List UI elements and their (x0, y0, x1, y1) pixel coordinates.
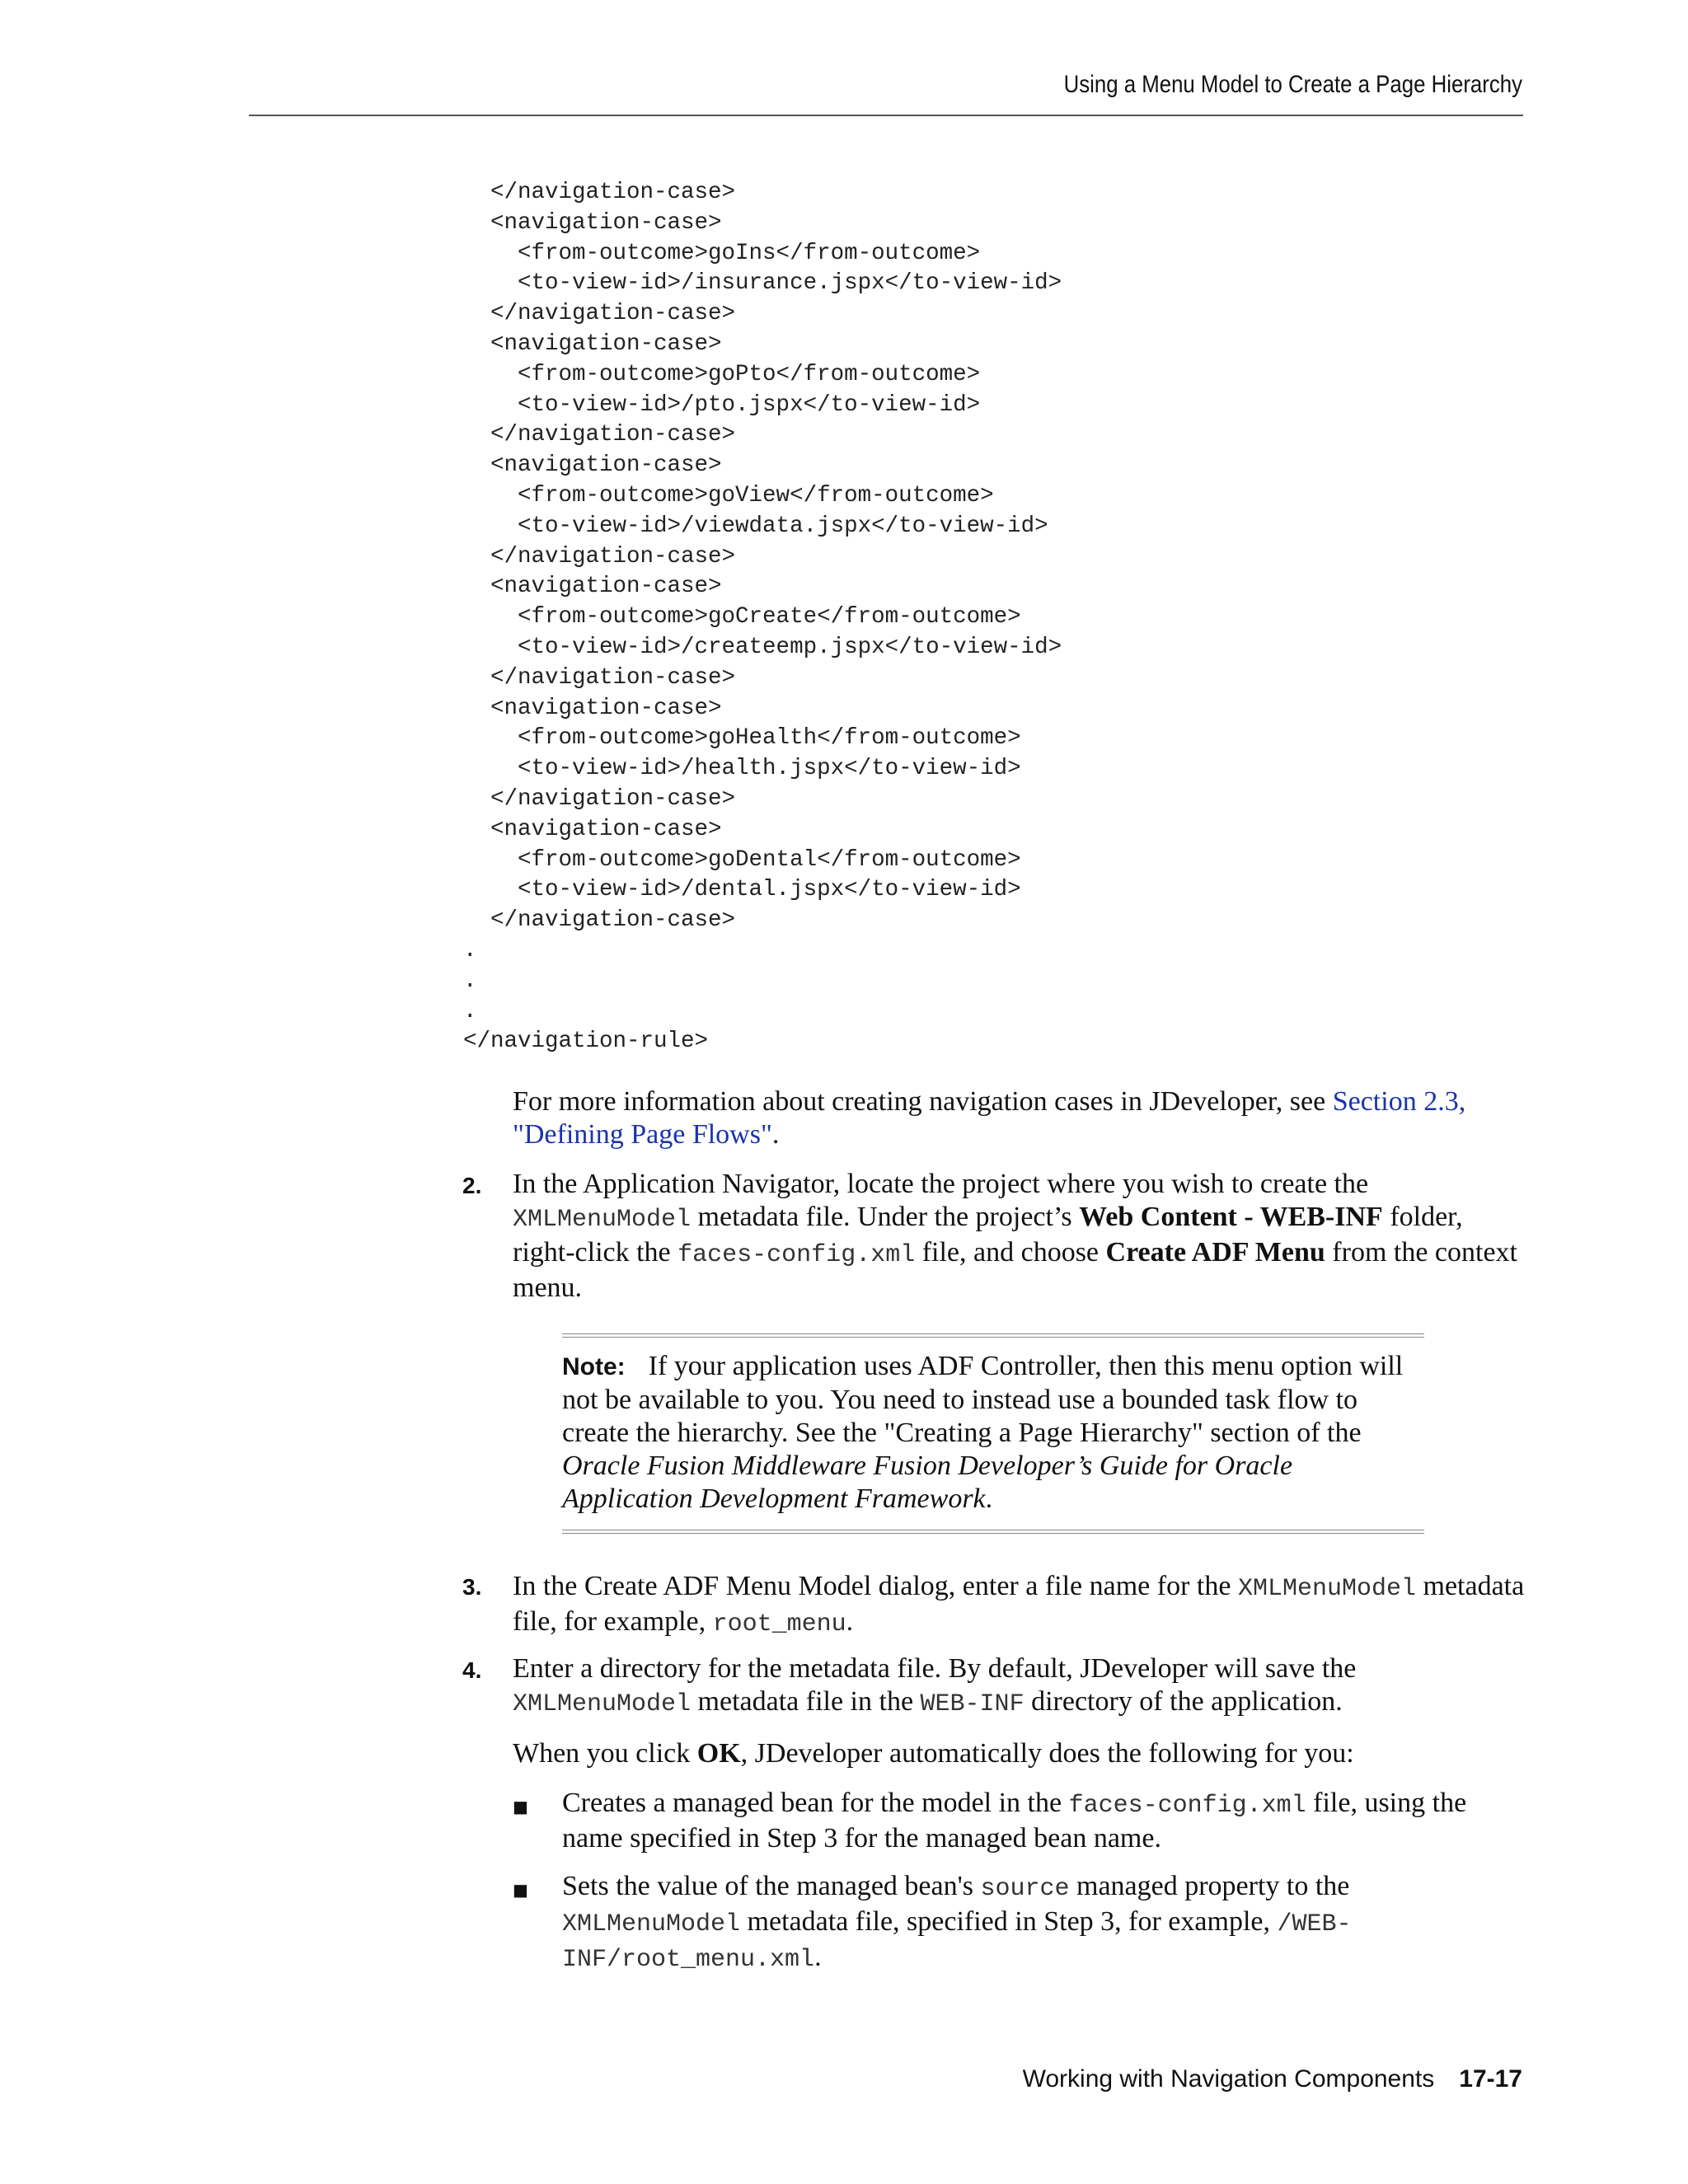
code-line: <from-outcome>goHealth</from-outcome> (463, 725, 1021, 752)
code-line: <from-outcome>goView</from-outcome> (463, 482, 994, 509)
bullet-1-text-1: Creates a managed bean for the model in the (562, 1788, 1069, 1818)
code-web-inf: WEB-INF (920, 1690, 1025, 1718)
bullet-item-1 (562, 1787, 1526, 1855)
code-line: <navigation-case> (463, 574, 722, 600)
more-info-text: For more information about creating navigation cases in JDeveloper, see (513, 1086, 1326, 1117)
step-3-text-1: In the Create ADF Menu Model dialog, enter a file name for the (513, 1571, 1238, 1601)
bold-create-adf-menu: Create ADF Menu (1105, 1237, 1325, 1268)
step-2-text (513, 1168, 1528, 1305)
note-body: If your application uses ADF Controller, then this menu option will not be available to you. You need to instead use a bounded task flow to create the hierarchy. See the "Creating a Page Hierarchy" section of the (562, 1351, 1404, 1448)
bullet-2-text-1: Sets the value of the managed bean's (562, 1871, 981, 1901)
code-line: <navigation-case> (463, 695, 722, 721)
more-info-end: . (771, 1119, 780, 1150)
step-number-2: 2. (462, 1173, 482, 1198)
ok-text-2: , JDeveloper automatically does the following for you: (740, 1738, 1354, 1769)
code-block (463, 178, 1062, 1057)
code-line: . (463, 998, 477, 1024)
code-xmlmenumodel: XMLMenuModel (562, 1910, 741, 1938)
bullet-marker: ■ (513, 1880, 528, 1900)
step-4-text-3: directory of the application. (1024, 1686, 1343, 1717)
running-header-title: Using a Menu Model to Create a Page Hierarchy (1063, 71, 1522, 98)
note-end: . (985, 1483, 993, 1514)
code-line: <to-view-id>/createemp.jspx</to-view-id> (463, 634, 1062, 660)
code-line: <from-outcome>goPto</from-outcome> (463, 361, 981, 387)
step-2-text-2: metadata file. Under the project’s (691, 1202, 1080, 1232)
code-line: </navigation-case> (463, 543, 736, 569)
code-line: . (463, 937, 477, 963)
code-root-menu: root_menu (712, 1610, 846, 1638)
code-line: <from-outcome>goIns</from-outcome> (463, 240, 981, 266)
bullet-marker: ■ (513, 1797, 528, 1816)
ok-text-1: When you click (513, 1738, 697, 1769)
step-3-text-3: . (846, 1606, 854, 1637)
note-top-rule (562, 1333, 1424, 1338)
footer-chapter: Working with Navigation Components (1022, 2065, 1435, 2093)
code-line: <navigation-case> (463, 209, 722, 236)
bullet-2-text-3: metadata file, specified in Step 3, for example, (740, 1906, 1278, 1937)
step-number-4: 4. (462, 1657, 482, 1683)
step-number-3: 3. (462, 1574, 482, 1600)
code-source: source (980, 1875, 1070, 1903)
code-xmlmenumodel: XMLMenuModel (513, 1206, 692, 1234)
code-line: <navigation-case> (463, 330, 722, 357)
footer-page-number: 17-17 (1459, 2065, 1522, 2093)
code-xmlmenumodel: XMLMenuModel (1237, 1575, 1416, 1603)
step-2-text-4: file, and choose (915, 1237, 1106, 1268)
step-2-text-5: from the context menu. (513, 1237, 1517, 1303)
step-4-text (513, 1652, 1528, 1721)
code-line: <from-outcome>goDental</from-outcome> (463, 846, 1021, 873)
code-xmlmenumodel: XMLMenuModel (513, 1690, 692, 1718)
code-root-menu-path: /WEB-INF/root_menu.xml (562, 1910, 1352, 1974)
code-line: <to-view-id>/insurance.jspx</to-view-id> (463, 270, 1062, 297)
code-line: <to-view-id>/health.jspx</to-view-id> (463, 756, 1021, 782)
code-line: <to-view-id>/pto.jspx</to-view-id> (463, 391, 981, 418)
code-line: <navigation-case> (463, 816, 722, 842)
step-2-text-1: In the Application Navigator, locate the project where you wish to create the (513, 1169, 1369, 1199)
note-text (562, 1350, 1424, 1516)
code-faces-config: faces-config.xml (678, 1241, 916, 1269)
header-rule (249, 115, 1523, 116)
code-line: </navigation-rule> (463, 1029, 709, 1055)
step-3-text-2: metadata file, for example, (513, 1571, 1525, 1637)
bullet-1-text-2: file, using the name specified in Step 3 for the managed bean name. (562, 1788, 1467, 1854)
step-4-text-2: metadata file in the (691, 1686, 921, 1717)
note-label: Note: (562, 1353, 626, 1380)
note-book-title: Oracle Fusion Middleware Fusion Developer’s Guide for Oracle Application Development Framework (562, 1451, 1293, 1514)
bullet-item-2 (562, 1870, 1526, 1976)
bullet-2-text-4: . (814, 1942, 822, 1972)
note-box (562, 1333, 1424, 1541)
code-faces-config: faces-config.xml (1068, 1792, 1306, 1820)
code-line: </navigation-case> (463, 301, 736, 327)
code-line: <to-view-id>/dental.jspx</to-view-id> (463, 877, 1021, 903)
code-line: </navigation-case> (463, 785, 736, 812)
step-2-text-3: folder, right-click the (513, 1202, 1463, 1268)
bold-web-content: Web Content - WEB-INF (1079, 1202, 1383, 1232)
section-link[interactable]: Section 2.3, "Defining Page Flows" (513, 1086, 1466, 1150)
code-line: <to-view-id>/viewdata.jspx</to-view-id> (463, 513, 1048, 539)
code-line: . (463, 968, 477, 994)
step-4-text-1: Enter a directory for the metadata file. By default, JDeveloper will save the (513, 1653, 1357, 1684)
code-line: </navigation-case> (463, 422, 736, 448)
code-line: <navigation-case> (463, 452, 722, 479)
code-line: </navigation-case> (463, 907, 736, 934)
more-info-paragraph (513, 1085, 1526, 1151)
note-bottom-rule (562, 1530, 1424, 1534)
page-footer (1023, 2065, 1522, 2093)
code-line: </navigation-case> (463, 180, 736, 205)
code-line: </navigation-case> (463, 664, 736, 691)
ok-paragraph (513, 1737, 1526, 1770)
code-line: <from-outcome>goCreate</from-outcome> (463, 604, 1021, 630)
bullet-2-text-2: managed property to the (1069, 1871, 1350, 1901)
bold-ok: OK (696, 1738, 741, 1769)
step-3-text (513, 1570, 1528, 1641)
